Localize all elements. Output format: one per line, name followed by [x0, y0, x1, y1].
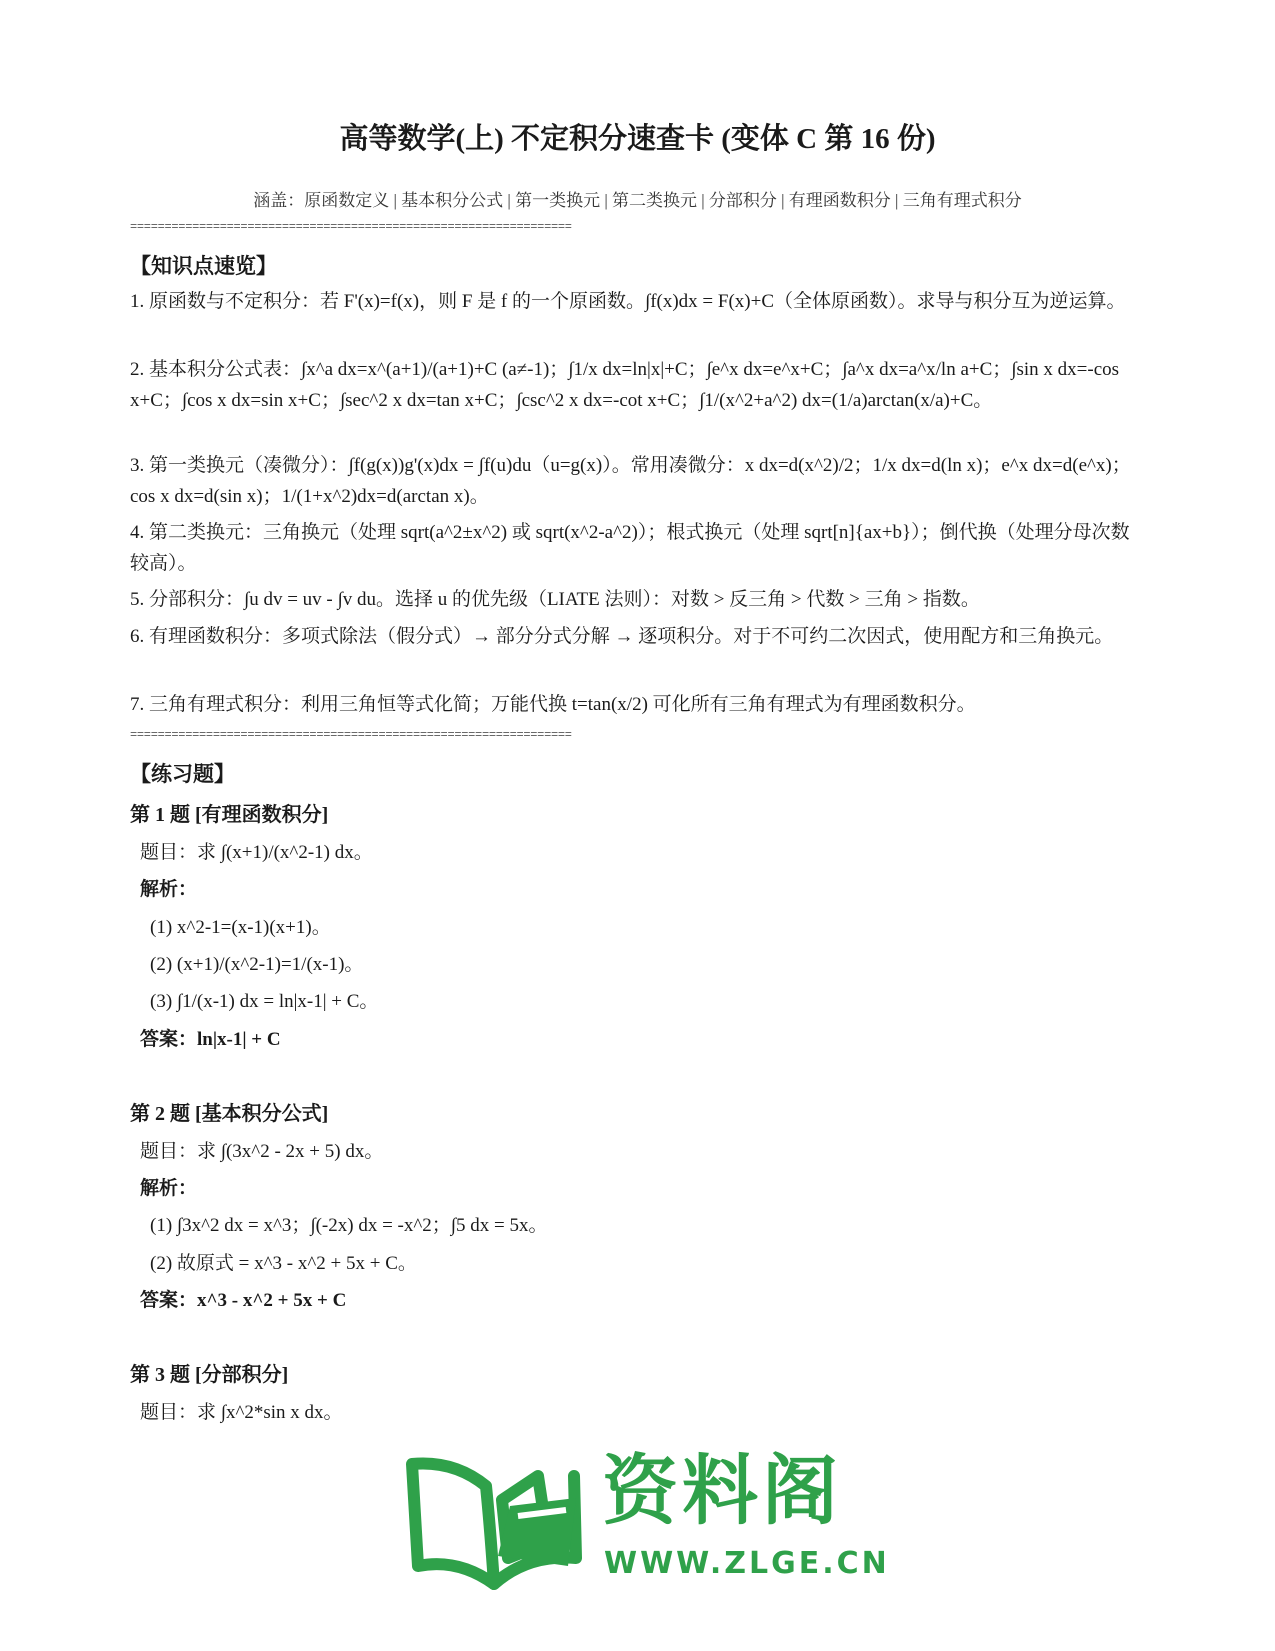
- solution-step: (2) (x+1)/(x^2-1)=1/(x-1)。: [150, 954, 364, 975]
- exercises-heading: 【练习题】: [130, 762, 235, 786]
- answer-label: 答案：: [140, 1029, 198, 1050]
- solution-step: (1) ∫3x^2 dx = x^3；∫(-2x) dx = -x^2；∫5 dx = 5x。: [150, 1215, 548, 1236]
- question-2-problem: 题目：求 ∫(3x^2 - 2x + 5) dx。: [140, 1141, 384, 1162]
- knowledge-item: 2. 基本积分公式表：∫x^a dx=x^(a+1)/(a+1)+C (a≠-1)；∫1/x dx=ln|x|+C；∫e^x dx=e^x+C；∫a^x dx=a^x/ln a+C；∫sin x dx=-cos x+C；∫cos x dx=sin x+C；∫sec^2 x dx=tan x+C；∫csc^2 x dx=-cot x+C；∫1/(x^2+a^2) dx=(1/a)arctan(x/a)+C。: [130, 359, 1120, 411]
- knowledge-item: 7. 三角有理式积分：利用三角恒等式化简；万能代换 t=tan(x/2) 可化所有三角有理式为有理函数积分。: [130, 694, 976, 715]
- question-3-problem: 题目：求 ∫x^2*sin x dx。: [140, 1402, 343, 1423]
- watermark-cn-text: 资料阁: [602, 1446, 842, 1535]
- knowledge-item: 1. 原函数与不定积分：若 F'(x)=f(x)，则 F 是 f 的一个原函数。∫f(x)dx = F(x)+C（全体原函数）。求导与积分互为逆运算。: [130, 291, 1126, 312]
- analysis-label: 解析：: [140, 1178, 198, 1199]
- question-2-heading: 第 2 题 [基本积分公式]: [130, 1103, 329, 1125]
- solution-step: (3) ∫1/(x-1) dx = ln|x-1| + C。: [150, 991, 379, 1012]
- answer-line: [140, 1285, 346, 1312]
- analysis-label: 解析：: [140, 879, 198, 900]
- answer-value: x^3 - x^2 + 5x + C: [197, 1290, 347, 1311]
- solution-step: (1) x^2-1=(x-1)(x+1)。: [150, 917, 331, 938]
- watermark-logo: [398, 1446, 890, 1596]
- page-title: 高等数学(上) 不定积分速查卡 (变体 C 第 16 份): [339, 123, 936, 155]
- solution-step: (2) 故原式 = x^3 - x^2 + 5x + C。: [150, 1253, 417, 1274]
- knowledge-item: 4. 第二类换元：三角换元（处理 sqrt(a^2±x^2) 或 sqrt(x^2-a^2)）；根式换元（处理 sqrt[n]{ax+b}）；倒代换（处理分母次数较高）。: [130, 522, 1130, 574]
- knowledge-item: 3. 第一类换元（凑微分）：∫f(g(x))g'(x)dx = ∫f(u)du（u=g(x)）。常用凑微分：x dx=d(x^2)/2；1/x dx=d(ln x)；e^x dx=d(e^x)；cos x dx=d(sin x)；1/(1+x^2)dx=d(arctan x)。: [130, 455, 1131, 507]
- divider: ================================================================: [130, 728, 572, 742]
- answer-line: [140, 1024, 281, 1051]
- knowledge-heading: 【知识点速览】: [130, 254, 277, 278]
- question-3-heading: 第 3 题 [分部积分]: [130, 1364, 289, 1386]
- divider: ================================================================: [130, 220, 572, 234]
- page-subtitle: 涵盖：原函数定义 | 基本积分公式 | 第一类换元 | 第二类换元 | 分部积分 | 有理函数积分 | 三角有理式积分: [253, 191, 1022, 210]
- knowledge-item: 6. 有理函数积分：多项式除法（假分式）→ 部分分式分解 → 逐项积分。对于不可约二次因式，使用配方和三角换元。: [130, 626, 1114, 647]
- question-1-problem: 题目：求 ∫(x+1)/(x^2-1) dx。: [140, 842, 373, 863]
- watermark-url-text: WWW.ZLGE.CN: [604, 1546, 890, 1581]
- answer-label: 答案：: [140, 1290, 198, 1311]
- open-book-icon: [398, 1446, 598, 1596]
- question-1-heading: 第 1 题 [有理函数积分]: [130, 804, 329, 826]
- knowledge-item: 5. 分部积分：∫u dv = uv - ∫v du。选择 u 的优先级（LIATE 法则）：对数 > 反三角 > 代数 > 三角 > 指数。: [130, 589, 980, 610]
- answer-value: ln|x-1| + C: [197, 1029, 281, 1050]
